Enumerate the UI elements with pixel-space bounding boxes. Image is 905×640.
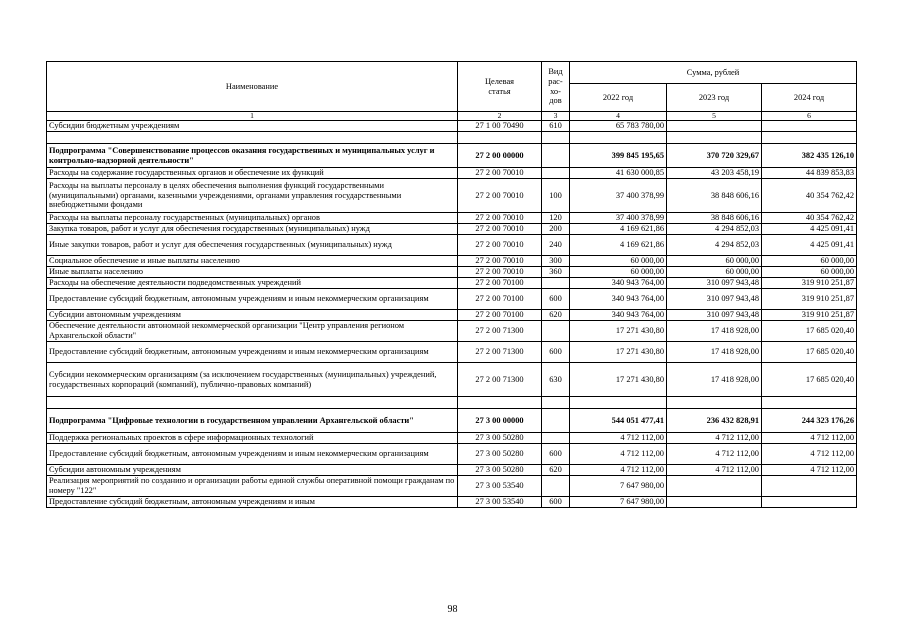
row-2023: 17 418 928,00	[667, 342, 762, 363]
row-code: 27 3 00 53540	[458, 476, 542, 497]
index-row	[47, 112, 857, 121]
row-2022: 340 943 764,00	[570, 289, 667, 310]
row-name: Подпрограмма "Совершенствование процессов оказания государственных и муниципальных услуг и контрольно-надзорной деятельности"	[47, 144, 458, 168]
row-2024: 60 000,00	[762, 267, 857, 278]
row-2023	[667, 397, 762, 409]
row-name: Субсидии некоммерческим организациям (за исключением государственных (муниципальных) учреждений, государственных корпораций (компаний), публично-правовых компаний)	[47, 363, 458, 397]
row-code: 27 2 00 71300	[458, 363, 542, 397]
row-name: Обеспечение деятельности автономной некоммерческой организации "Центр управления регионом Архангельской области"	[47, 321, 458, 342]
row-2024: 319 910 251,87	[762, 289, 857, 310]
header-sum: Сумма, рублей	[570, 62, 857, 84]
row-2022: 41 630 000,85	[570, 168, 667, 179]
row-2023: 17 418 928,00	[667, 363, 762, 397]
row-name: Иные выплаты населению	[47, 267, 458, 278]
row-type: 610	[542, 121, 570, 132]
row-2024	[762, 121, 857, 132]
row-type: 600	[542, 289, 570, 310]
row-2024: 40 354 762,42	[762, 179, 857, 213]
row-2023: 310 097 943,48	[667, 310, 762, 321]
header-year-2023: 2023 год	[667, 84, 762, 112]
row-2022: 17 271 430,80	[570, 363, 667, 397]
row-2022: 7 647 980,00	[570, 476, 667, 497]
row-type	[542, 397, 570, 409]
row-2024: 319 910 251,87	[762, 278, 857, 289]
row-type: 120	[542, 213, 570, 224]
row-2022: 7 647 980,00	[570, 497, 667, 508]
row-2022	[570, 397, 667, 409]
row-2023: 38 848 606,16	[667, 179, 762, 213]
budget-table	[46, 61, 857, 508]
row-code: 27 2 00 70010	[458, 179, 542, 213]
row-type	[542, 168, 570, 179]
row-type: 200	[542, 224, 570, 235]
row-2024: 44 839 853,83	[762, 168, 857, 179]
row-2023	[667, 121, 762, 132]
row-2024: 17 685 020,40	[762, 321, 857, 342]
row-code: 27 2 00 70100	[458, 289, 542, 310]
row-code	[458, 132, 542, 144]
row-2022: 4 712 112,00	[570, 465, 667, 476]
index-cell: 1	[47, 112, 458, 121]
row-2024: 4 712 112,00	[762, 465, 857, 476]
row-name: Поддержка региональных проектов в сфере информационных технологий	[47, 433, 458, 444]
table-row	[47, 363, 857, 397]
row-name: Субсидии автономным учреждениям	[47, 465, 458, 476]
index-cell: 3	[542, 112, 570, 121]
row-name: Реализация мероприятий по созданию и организации работы единой службы оперативной помощи гражданам по номеру "122"	[47, 476, 458, 497]
index-cell: 2	[458, 112, 542, 121]
row-type: 600	[542, 497, 570, 508]
row-code: 27 3 00 50280	[458, 444, 542, 465]
row-type: 360	[542, 267, 570, 278]
row-name: Субсидии автономным учреждениям	[47, 310, 458, 321]
row-2023: 17 418 928,00	[667, 321, 762, 342]
row-2022: 399 845 195,65	[570, 144, 667, 168]
row-type: 600	[542, 342, 570, 363]
row-2022: 4 712 112,00	[570, 444, 667, 465]
row-2023: 43 203 458,19	[667, 168, 762, 179]
row-2024: 319 910 251,87	[762, 310, 857, 321]
row-name	[47, 132, 458, 144]
row-type	[542, 132, 570, 144]
row-2023: 310 097 943,48	[667, 289, 762, 310]
row-type	[542, 409, 570, 433]
row-2022: 4 169 621,86	[570, 224, 667, 235]
row-code: 27 2 00 70010	[458, 235, 542, 256]
row-2022: 17 271 430,80	[570, 342, 667, 363]
header-year-2024: 2024 год	[762, 84, 857, 112]
row-code	[458, 397, 542, 409]
row-2024: 244 323 176,26	[762, 409, 857, 433]
row-2024: 4 425 091,41	[762, 235, 857, 256]
row-2023: 236 432 828,91	[667, 409, 762, 433]
row-name: Расходы на выплаты персоналу в целях обеспечения выполнения функций государственными (муниципальными) органами, казенными учреждениями, органами управления государственными внебюджетными фондами	[47, 179, 458, 213]
table-row	[47, 321, 857, 342]
row-2022: 340 943 764,00	[570, 310, 667, 321]
row-name: Расходы на выплаты персоналу государственных (муниципальных) органов	[47, 213, 458, 224]
row-2023	[667, 476, 762, 497]
index-cell: 6	[762, 112, 857, 121]
row-type	[542, 144, 570, 168]
row-type	[542, 321, 570, 342]
row-2024	[762, 476, 857, 497]
table-row	[47, 476, 857, 497]
row-2022: 37 400 378,99	[570, 179, 667, 213]
row-2022: 17 271 430,80	[570, 321, 667, 342]
table-row	[47, 289, 857, 310]
row-name: Предоставление субсидий бюджетным, автономным учреждениям и иным некоммерческим организациям	[47, 289, 458, 310]
row-2023: 4 712 112,00	[667, 444, 762, 465]
row-code: 27 2 00 71300	[458, 342, 542, 363]
table-row	[47, 465, 857, 476]
row-2024: 4 712 112,00	[762, 433, 857, 444]
table-row	[47, 179, 857, 213]
table-row	[47, 267, 857, 278]
table-row	[47, 224, 857, 235]
row-2023: 60 000,00	[667, 267, 762, 278]
row-name: Подпрограмма "Цифровые технологии в государственном управлении Архангельской области"	[47, 409, 458, 433]
row-code: 27 2 00 00000	[458, 144, 542, 168]
header-row	[47, 62, 857, 84]
row-name: Расходы на обеспечение деятельности подведомственных учреждений	[47, 278, 458, 289]
header-year-2022: 2022 год	[570, 84, 667, 112]
row-type	[542, 433, 570, 444]
row-type: 600	[542, 444, 570, 465]
row-type: 630	[542, 363, 570, 397]
row-type: 300	[542, 256, 570, 267]
row-2023: 4 712 112,00	[667, 465, 762, 476]
row-2024	[762, 497, 857, 508]
table-row	[47, 497, 857, 508]
row-2024: 4 425 091,41	[762, 224, 857, 235]
subprogram-row	[47, 144, 857, 168]
row-code: 27 3 00 53540	[458, 497, 542, 508]
header-type: Вид рас-хо-дов	[542, 62, 570, 112]
table-row	[47, 444, 857, 465]
table-row	[47, 433, 857, 444]
row-code: 27 2 00 70010	[458, 168, 542, 179]
index-cell: 5	[667, 112, 762, 121]
row-name: Предоставление субсидий бюджетным, автономным учреждениям и иным	[47, 497, 458, 508]
row-name: Расходы на содержание государственных органов и обеспечение их функций	[47, 168, 458, 179]
header-code: Целевая статья	[458, 62, 542, 112]
row-2022: 37 400 378,99	[570, 213, 667, 224]
row-2022: 60 000,00	[570, 256, 667, 267]
row-2022: 544 051 477,41	[570, 409, 667, 433]
row-code: 27 2 00 70100	[458, 278, 542, 289]
row-2023	[667, 132, 762, 144]
row-2022: 60 000,00	[570, 267, 667, 278]
table-row	[47, 235, 857, 256]
row-type: 620	[542, 310, 570, 321]
row-2023: 370 720 329,67	[667, 144, 762, 168]
row-2023: 60 000,00	[667, 256, 762, 267]
row-2022: 4 712 112,00	[570, 433, 667, 444]
row-2024: 382 435 126,10	[762, 144, 857, 168]
row-name: Социальное обеспечение и иные выплаты населению	[47, 256, 458, 267]
row-type: 620	[542, 465, 570, 476]
row-2022: 4 169 621,86	[570, 235, 667, 256]
subprogram-row	[47, 409, 857, 433]
table-row	[47, 310, 857, 321]
row-type	[542, 476, 570, 497]
row-2024	[762, 132, 857, 144]
row-2024: 4 712 112,00	[762, 444, 857, 465]
index-cell: 4	[570, 112, 667, 121]
table-row	[47, 213, 857, 224]
row-2024: 17 685 020,40	[762, 363, 857, 397]
row-code: 27 3 00 00000	[458, 409, 542, 433]
row-2023: 310 097 943,48	[667, 278, 762, 289]
row-2023: 4 294 852,03	[667, 224, 762, 235]
row-type	[542, 278, 570, 289]
row-name	[47, 397, 458, 409]
row-code: 27 2 00 70010	[458, 256, 542, 267]
row-code: 27 3 00 50280	[458, 465, 542, 476]
row-code: 27 2 00 70010	[458, 224, 542, 235]
table-row	[47, 168, 857, 179]
table-body	[47, 62, 857, 508]
row-2024	[762, 397, 857, 409]
row-name: Предоставление субсидий бюджетным, автономным учреждениям и иным некоммерческим организациям	[47, 342, 458, 363]
table-row	[47, 397, 857, 409]
table-row	[47, 342, 857, 363]
row-code: 27 2 00 70010	[458, 267, 542, 278]
table-row	[47, 121, 857, 132]
header-name: Наименование	[47, 62, 458, 112]
row-code: 27 1 00 70490	[458, 121, 542, 132]
row-type: 100	[542, 179, 570, 213]
row-2022: 340 943 764,00	[570, 278, 667, 289]
row-name: Закупка товаров, работ и услуг для обеспечения государственных (муниципальных) нужд	[47, 224, 458, 235]
row-name: Иные закупки товаров, работ и услуг для обеспечения государственных (муниципальных) нужд	[47, 235, 458, 256]
row-2024: 60 000,00	[762, 256, 857, 267]
row-code: 27 3 00 50280	[458, 433, 542, 444]
row-2022: 65 783 780,00	[570, 121, 667, 132]
row-2023	[667, 497, 762, 508]
table-row	[47, 278, 857, 289]
table-row	[47, 256, 857, 267]
row-2024: 17 685 020,40	[762, 342, 857, 363]
row-name: Субсидии бюджетным учреждениям	[47, 121, 458, 132]
row-2022	[570, 132, 667, 144]
row-name: Предоставление субсидий бюджетным, автономным учреждениям и иным некоммерческим организациям	[47, 444, 458, 465]
row-type: 240	[542, 235, 570, 256]
row-code: 27 2 00 71300	[458, 321, 542, 342]
table-row	[47, 132, 857, 144]
row-2023: 4 712 112,00	[667, 433, 762, 444]
row-2023: 38 848 606,16	[667, 213, 762, 224]
row-code: 27 2 00 70010	[458, 213, 542, 224]
row-2023: 4 294 852,03	[667, 235, 762, 256]
row-2024: 40 354 762,42	[762, 213, 857, 224]
page-number: 98	[447, 604, 458, 615]
row-code: 27 2 00 70100	[458, 310, 542, 321]
